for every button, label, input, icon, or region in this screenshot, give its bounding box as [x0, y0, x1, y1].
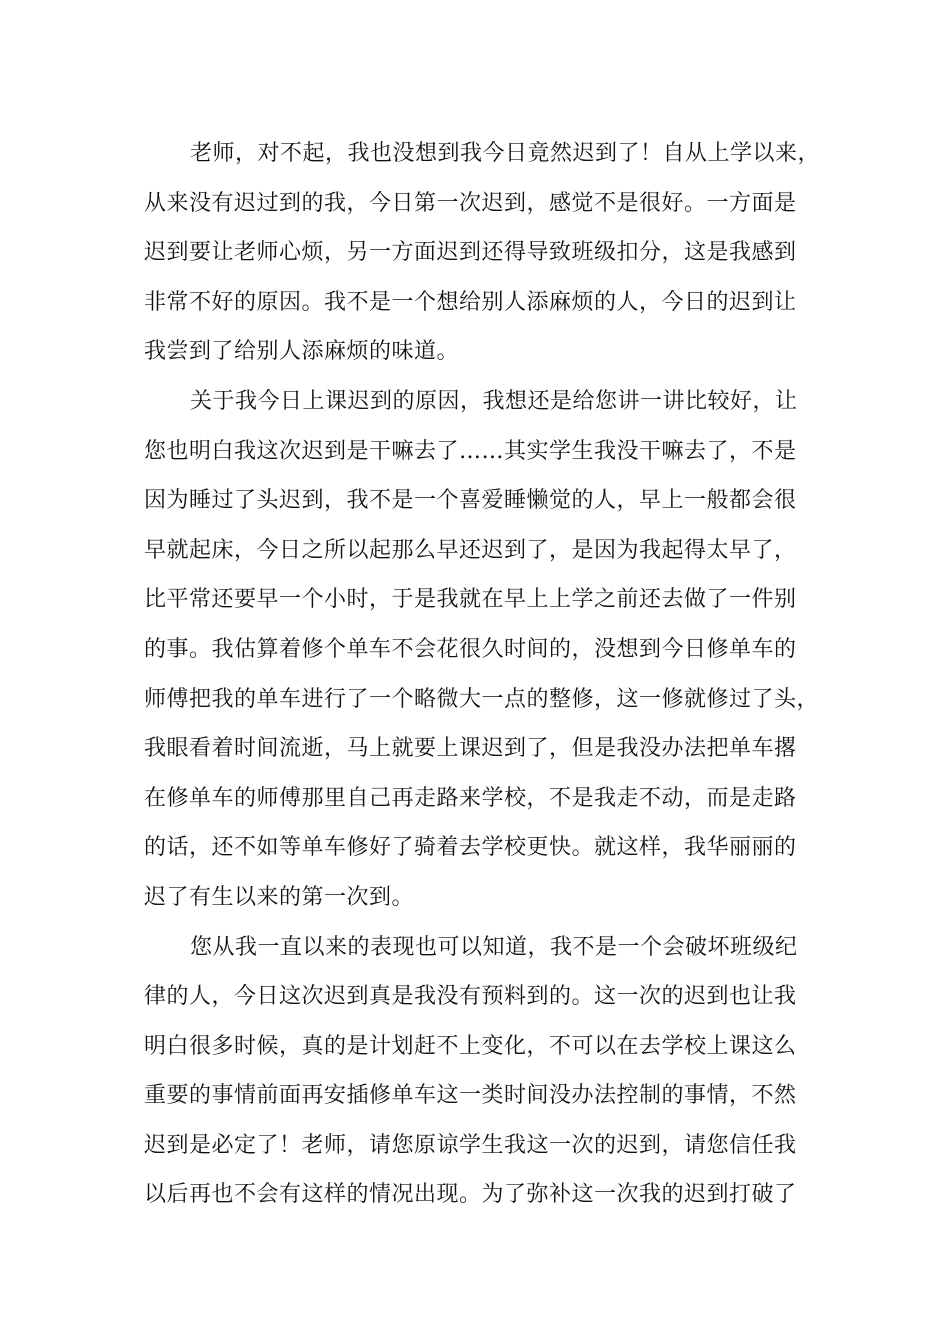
paragraph-2-line-5: 比平常还要早一个小时，于是我就在早上上学之前还去做了一件别: [144, 587, 797, 613]
paragraph-3-line-2: 律的人，今日这次迟到真是我没有预料到的。这一次的迟到也让我: [144, 984, 797, 1010]
paragraph-1-line-2: 从来没有迟过到的我，今日第一次迟到，感觉不是很好。一方面是: [144, 190, 797, 216]
paragraph-3-line-3: 明白很多时候，真的是计划赶不上变化，不可以在去学校上课这么: [144, 1033, 797, 1059]
paragraph-1-line-4: 非常不好的原因。我不是一个想给别人添麻烦的人，今日的迟到让: [144, 289, 797, 315]
paragraph-3-line-5: 迟到是必定了！老师，请您原谅学生我这一次的迟到，请您信任我: [144, 1132, 797, 1158]
paragraph-2-line-7: 师傅把我的单车进行了一个略微大一点的整修，这一修就修过了头，: [144, 686, 820, 712]
paragraph-3-line-6: 以后再也不会有这样的情况出现。为了弥补这一次我的迟到打破了: [144, 1182, 797, 1208]
paragraph-2-line-2: 您也明白我这次迟到是干嘛去了……其实学生我没干嘛去了，不是: [144, 438, 797, 464]
paragraph-2-line-8: 我眼看着时间流逝，马上就要上课迟到了，但是我没办法把单车撂: [144, 736, 797, 762]
paragraph-3-line-4: 重要的事情前面再安插修单车这一类时间没办法控制的事情，不然: [144, 1083, 797, 1109]
paragraph-2-line-10: 的话，还不如等单车修好了骑着去学校更快。就这样，我华丽丽的: [144, 835, 797, 861]
paragraph-2-line-4: 早就起床，今日之所以起那么早还迟到了，是因为我起得太早了，: [144, 537, 797, 563]
paragraph-2-line-3: 因为睡过了头迟到，我不是一个喜爱睡懒觉的人，早上一般都会很: [144, 488, 797, 514]
paragraph-2-line-9: 在修单车的师傅那里自己再走路来学校，不是我走不动，而是走路: [144, 785, 797, 811]
paragraph-2-line-11: 迟了有生以来的第一次到。: [144, 884, 415, 910]
paragraph-1-line-1: 老师，对不起，我也没想到我今日竟然迟到了！自从上学以来，: [190, 141, 821, 166]
paragraph-3-line-1: 您从我一直以来的表现也可以知道，我不是一个会破坏班级纪: [190, 934, 798, 960]
paragraph-2-line-6: 的事。我估算着修个单车不会花很久时间的，没想到今日修单车的: [144, 636, 797, 662]
document-body: [144, 129, 824, 1220]
paragraph-1-line-3: 迟到要让老师心烦，另一方面迟到还得导致班级扣分，这是我感到: [144, 240, 797, 266]
paragraph-2-line-1: 关于我今日上课迟到的原因，我想还是给您讲一讲比较好，让: [190, 388, 798, 414]
paragraph-1-line-5: 我尝到了给别人添麻烦的味道。: [144, 339, 460, 365]
